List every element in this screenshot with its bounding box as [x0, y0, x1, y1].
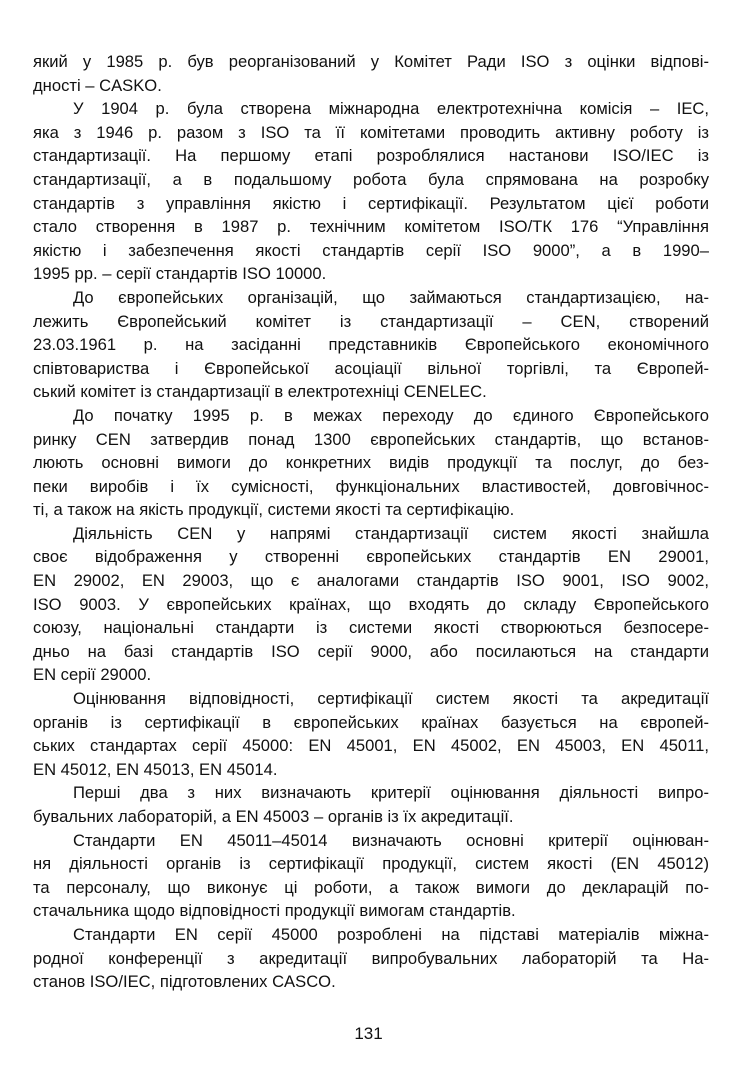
text-line: співтовариства і Європейської асоціації вільної торгівлі, та Європей-	[33, 358, 709, 378]
text-line: дності – CASKO.	[33, 75, 162, 95]
text-line: Стандарти EN 45011–45014 визначають основні критерії оцінюван-	[73, 830, 709, 850]
text-line: стандартів з управління якістю і сертифікації. Результатом цієї роботи	[33, 193, 709, 213]
text-line: Діяльність CEN у напрямі стандартизації систем якості знайшла	[73, 523, 709, 543]
text-line: дньо на базі стандартів ISO серії 9000, або посилаються на стандарти	[33, 641, 709, 661]
text-line: Перші два з них визначають критерії оцінювання діяльності випро-	[73, 783, 709, 803]
text-line: До початку 1995 р. в межах переходу до єдиного Європейського	[73, 405, 709, 425]
text-line: ня діяльності органів із сертифікації продукції, систем якості (EN 45012)	[33, 854, 709, 874]
text-line: своє відображення у створенні європейських стандартів EN 29001,	[33, 547, 709, 567]
text-line: ISO 9003. У європейських країнах, що входять до складу Європейського	[33, 594, 709, 614]
text-line: 1995 рр. – серії стандартів ISO 10000.	[33, 264, 327, 284]
text-line: EN 45012, EN 45013, EN 45014.	[33, 759, 278, 779]
text-line: станов ISO/IEC, підготовлених CASCO.	[33, 972, 336, 992]
text-line: союзу, національні стандарти із системи якості створюються безпосере-	[33, 618, 709, 638]
page-number: 131	[354, 1024, 383, 1043]
text-line: стало створення в 1987 р. технічним комітетом ISO/ТК 176 “Управління	[33, 217, 709, 237]
text-line: родної конференції з акредитації випробувальних лабораторій та На-	[33, 948, 709, 968]
text-line: 23.03.1961 р. на засіданні представників Європейського економічного	[33, 335, 709, 355]
text-line: До європейських організацій, що займаються стандартизацією, на-	[73, 287, 709, 307]
text-line: EN серії 29000.	[33, 665, 152, 685]
text-line: Оцінювання відповідності, сертифікації систем якості та акредитації	[73, 689, 709, 709]
text-line: якістю і забезпечення якості стандартів серії ISO 9000”, а в 1990–	[33, 240, 709, 260]
text-line: пеки виробів і їх сумісності, функціональних властивостей, довговічнос-	[33, 476, 709, 496]
text-line: та персоналу, що виконує ці роботи, а також вимоги до декларацій по-	[33, 877, 709, 897]
text-line: Стандарти EN серії 45000 розроблені на підставі матеріалів міжна-	[73, 924, 709, 944]
text-line: EN 29002, EN 29003, що є аналогами стандартів ISO 9001, ISO 9002,	[33, 571, 709, 591]
text-line: бувальних лабораторій, а EN 45003 – органів із їх акредитації.	[33, 807, 514, 826]
body-text	[33, 50, 709, 994]
text-line: стандартизації. На першому етапі розроблялися настанови ISO/IEC із	[33, 146, 709, 166]
text-line: яка з 1946 р. разом з ISO та її комітетами проводить активну роботу із	[33, 122, 709, 142]
text-line: ський комітет із стандартизації в електротехніці CENELEC.	[33, 382, 487, 402]
text-line: стачальника щодо відповідності продукції вимогам стандартів.	[33, 901, 516, 921]
text-line: У 1904 р. була створена міжнародна електротехнічна комісія – IEC,	[73, 99, 709, 119]
text-line: стандартизації, а в подальшому робота була спрямована на розробку	[33, 169, 709, 189]
text-line: органів із сертифікації в європейських країнах базується на європей-	[33, 712, 709, 732]
text-line: ринку CEN затвердив понад 1300 європейських стандартів, що встанов-	[33, 429, 709, 449]
text-line: люють основні вимоги до конкретних видів продукції та послуг, до без-	[33, 453, 709, 473]
text-line: який у 1985 р. був реорганізований у Комітет Ради ISO з оцінки відпові-	[33, 52, 709, 71]
text-line: лежить Європейський комітет із стандартизації – CEN, створений	[33, 311, 709, 331]
text-line: ських стандартах серії 45000: EN 45001, EN 45002, EN 45003, EN 45011,	[33, 736, 709, 756]
text-line: ті, а також на якість продукції, системи якості та сертифікацію.	[33, 500, 515, 520]
